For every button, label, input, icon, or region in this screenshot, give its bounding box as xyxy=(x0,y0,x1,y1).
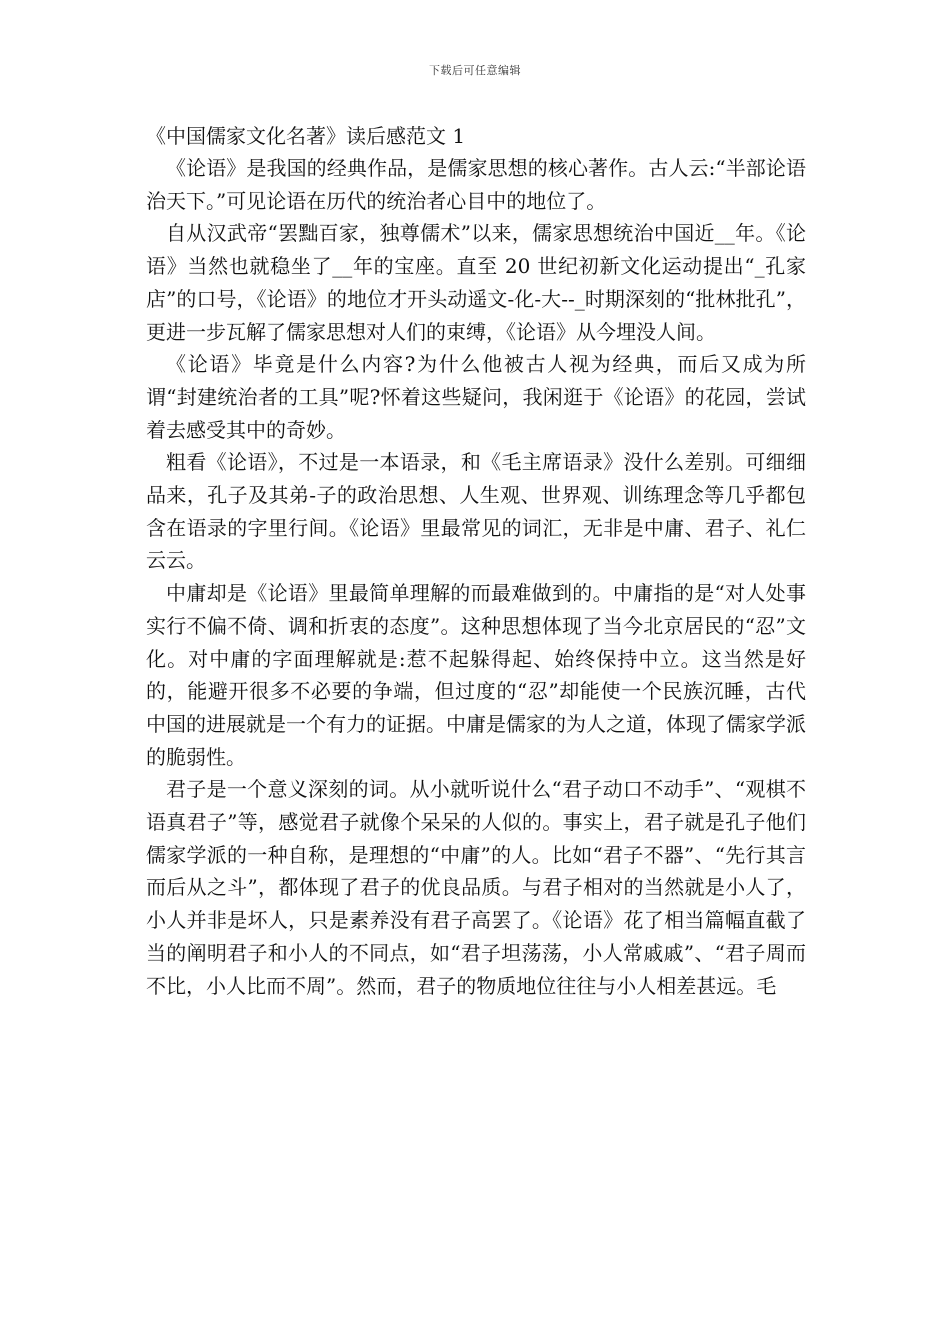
paragraph-3: 《论语》毕竟是什么内容?为什么他被古人视为经典，而后又成为所谓“封建统治者的工具”呢?怀着这些疑问，我闲逛于《论语》的花园，尝试着去感受其中的奇妙。 xyxy=(146,352,806,442)
header-note: 下载后可任意编辑 xyxy=(429,64,521,77)
document-title: 《中国儒家文化名著》读后感范文 1 xyxy=(146,124,466,148)
paragraph-4: 粗看《论语》，不过是一本语录，和《毛主席语录》没什么差别。可细细品来，孔子及其弟-子的政治思想、人生观、世界观、训练理念等几乎都包含在语录的字里行间。《论语》里最常见的词汇，无非是中庸、君子、礼仁云云。 xyxy=(146,450,806,573)
paragraph-6: 君子是一个意义深刻的词。从小就听说什么“君子动口不动手”、“观棋不语真君子”等，感觉君子就像个呆呆的人似的。事实上，君子就是孔子他们儒家学派的一种自称，是理想的“中庸”的人。比如“君子不器”、“先行其言而后从之斗”，都体现了君子的优良品质。与君子相对的当然就是小人了，小人并非是坏人，只是素养没有君子高罢了。《论语》花了相当篇幅直截了当的阐明君子和小人的不同点，如“君子坦荡荡，小人常戚戚”、“君子周而不比，小人比而不周”。然而，君子的物质地位往往与小人相差甚远。毛 xyxy=(146,777,806,998)
document-body xyxy=(146,120,806,1002)
paragraph-1: 《论语》是我国的经典作品，是儒家思想的核心著作。古人云:“半部论语治天下。”可见论语在历代的统治者心目中的地位了。 xyxy=(146,156,806,213)
paragraph-5: 中庸却是《论语》里最简单理解的而最难做到的。中庸指的是“对人处事实行不偏不倚、调和折衷的态度”。这种思想体现了当今北京居民的“忍”文化。对中庸的字面理解就是:惹不起躲得起、始终保持中立。这当然是好的，能避开很多不必要的争端，但过度的“忍”却能使一个民族沉睡，古代中国的进展就是一个有力的证据。中庸是儒家的为人之道，体现了儒家学派的脆弱性。 xyxy=(146,581,806,769)
paragraph-2: 自从汉武帝“罢黜百家，独尊儒术”以来，儒家思想统治中国近__年。《论语》当然也就稳坐了__年的宝座。直至 20 世纪初新文化运动提出“_孔家店”的口号，《论语》的地位才开头动遥文-化-大--_时期深刻的“批林批孔”，更进一步瓦解了儒家思想对人们的束缚，《论语》从今埋没人间。 xyxy=(146,221,806,344)
